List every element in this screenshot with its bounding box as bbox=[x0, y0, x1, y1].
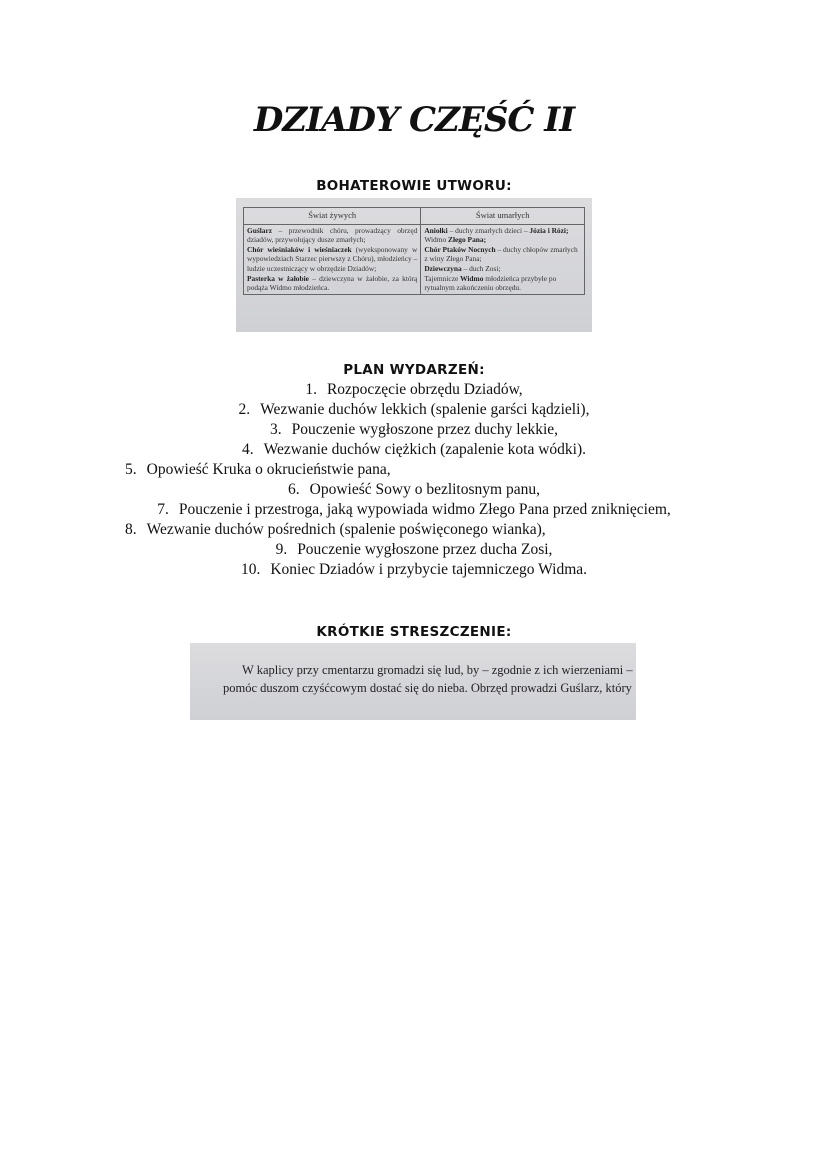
summary-line: W kaplicy przy cmentarzu gromadzi się lud, by – zgodnie z ich wierzeniami – bbox=[242, 663, 633, 677]
plan-item-text: Rozpoczęcie obrzędu Dziadów, bbox=[326, 381, 523, 398]
plan-item bbox=[0, 380, 828, 400]
plan-item-number: 8. bbox=[125, 521, 137, 538]
character-name: Złego Pana; bbox=[448, 235, 487, 245]
plan-heading: PLAN WYDARZEŃ: bbox=[343, 362, 485, 378]
column-dead: Świat umarłych bbox=[421, 208, 585, 225]
character-name: Dziewczyna bbox=[424, 263, 462, 273]
character-entry bbox=[424, 264, 581, 274]
characters-table-photo bbox=[236, 198, 592, 332]
plan-item bbox=[0, 460, 828, 480]
plan-list bbox=[0, 380, 828, 580]
character-name: Pasterka w żałobie bbox=[247, 273, 309, 283]
plan-item-text: Wezwanie duchów lekkich (spalenie garści kądzieli), bbox=[260, 401, 590, 418]
character-entry bbox=[247, 274, 417, 293]
character-description: Tajemnicze bbox=[424, 273, 461, 283]
plan-item-text: Pouczenie i przestroga, jaką wypowiada widmo Złego Pana przed zniknięciem, bbox=[178, 501, 671, 518]
plan-item-number: 9. bbox=[275, 541, 288, 558]
plan-item bbox=[0, 440, 828, 460]
character-entry bbox=[424, 245, 581, 264]
plan-item-number: 2. bbox=[238, 401, 251, 418]
plan-item-text: Wezwanie duchów ciężkich (zapalenie kota wódki). bbox=[263, 441, 586, 458]
plan-item bbox=[0, 560, 828, 580]
character-name: Aniołki bbox=[424, 225, 448, 235]
characters-table bbox=[243, 207, 585, 295]
dead-cell bbox=[421, 224, 585, 294]
character-name: Chór wieśniaków i wieśniaczek bbox=[247, 244, 352, 254]
character-entry bbox=[424, 235, 581, 245]
character-entry bbox=[424, 274, 581, 293]
character-name: Józia i Rózi; bbox=[529, 225, 569, 235]
character-description: młodzieńca przybyłe po rytualnym zakończeniu obrzędu. bbox=[424, 273, 557, 293]
plan-item-number: 1. bbox=[305, 381, 317, 398]
column-living: Świat żywych bbox=[244, 208, 421, 225]
summary-photo bbox=[190, 643, 636, 720]
characters-heading: BOHATEROWIE UTWORU: bbox=[316, 178, 512, 194]
page-title: DZIADY CZĘŚĆ II bbox=[253, 100, 575, 140]
plan-item bbox=[0, 520, 828, 540]
plan-item bbox=[0, 500, 828, 520]
character-description: Widmo bbox=[424, 235, 449, 245]
plan-item-text: Koniec Dziadów i przybycie tajemniczego Widma. bbox=[270, 561, 588, 578]
character-name: Guślarz bbox=[247, 225, 273, 235]
summary-heading: KRÓTKIE STRESZCZENIE: bbox=[316, 624, 512, 640]
character-entry bbox=[247, 226, 417, 245]
character-entry bbox=[247, 245, 417, 274]
plan-item bbox=[0, 400, 828, 420]
character-entry bbox=[424, 226, 581, 236]
plan-item-number: 4. bbox=[241, 441, 254, 458]
plan-item-text: Pouczenie wygłoszone przez ducha Zosi, bbox=[297, 541, 553, 558]
character-description: – duchy chłopów zmarłych z winy Złego Pana; bbox=[424, 244, 578, 264]
plan-item-number: 10. bbox=[240, 561, 261, 578]
plan-item bbox=[0, 480, 828, 500]
character-description: – dziewczyna w żałobie, za którą podąża Widmo młodzieńca. bbox=[247, 273, 418, 293]
summary-line: pomóc duszom czyśćcowym dostać się do nieba. Obrzęd prowadzi Guślarz, który bbox=[223, 681, 632, 695]
plan-item bbox=[0, 420, 828, 440]
plan-item bbox=[0, 540, 828, 560]
living-cell bbox=[244, 224, 421, 294]
plan-item-text: Pouczenie wygłoszone przez duchy lekkie, bbox=[291, 421, 559, 438]
plan-item-text: Opowieść Kruka o okrucieństwie pana, bbox=[146, 461, 391, 478]
plan-item-text: Wezwanie duchów pośrednich (spalenie poświęconego wianka), bbox=[146, 521, 546, 538]
character-description: – duch Zosi; bbox=[461, 263, 501, 273]
character-description: – duchy zmarłych dzieci – bbox=[447, 225, 530, 235]
plan-item-number: 3. bbox=[269, 421, 282, 438]
character-description: – przewodnik chóru, prowadzący obrzęd dziadów, przywołujący dusze zmarłych; bbox=[247, 225, 418, 245]
character-description: (wyeksponowany w wypowiedziach Starzec pierwszy z Chóru), młodzieńcy – ludzie uczestniczący w obrzędzie Dziadów; bbox=[247, 244, 418, 273]
plan-item-number: 5. bbox=[125, 461, 137, 478]
plan-item-text: Opowieść Sowy o bezlitosnym panu, bbox=[309, 481, 540, 498]
plan-item-number: 7. bbox=[157, 501, 169, 518]
plan-item-number: 6. bbox=[288, 481, 300, 498]
character-name: Widmo bbox=[460, 273, 484, 283]
character-name: Chór Ptaków Nocnych bbox=[424, 244, 496, 254]
